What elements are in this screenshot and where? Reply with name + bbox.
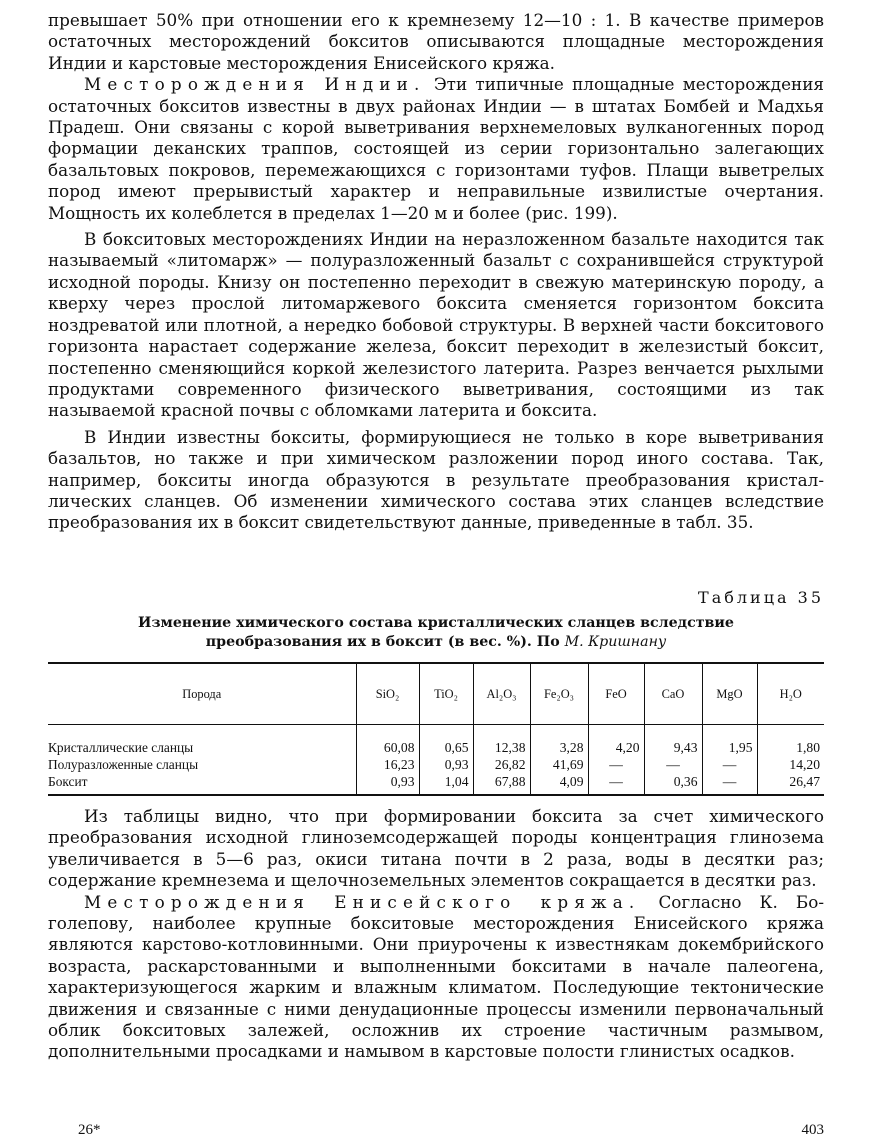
table-cell: 67,88	[473, 773, 530, 795]
col-header-rock: Порода	[48, 663, 356, 725]
table-cell: 16,23	[356, 756, 419, 773]
table-row	[48, 756, 824, 773]
table-cell: 26,47	[757, 773, 824, 795]
paragraph-intro: превышает 50% при отношении его к кремнезему 12—10 : 1. В качестве примеров остаточных месторождений бокситов описываются площадные месторождения Индии и карстовые месторождения Енисейского кряжа.	[48, 10, 824, 73]
signature-mark: 26*	[78, 1122, 101, 1138]
table-cell: 0,65	[419, 725, 473, 757]
table-row	[48, 725, 824, 757]
col-header-sio2: SiO₂	[356, 663, 419, 725]
table-caption-line1: Изменение химического состава кристаллических сланцев вследствие	[138, 615, 734, 631]
table-cell: 9,43	[644, 725, 702, 757]
paragraph-schists: В Индии известны бокситы, формирующиеся не только в коре выветривания базальтов, но также и при химическом разложении пород иного состава. Так, например, бокситы иногда образуются в результате преобразования кристаллических сланцев. Об изменении химического состава этих сланцев вследствие преобразования их в боксит свидетельствуют данные, приведенные в табл. 35.	[48, 426, 824, 533]
col-header-h2o: H₂O	[757, 663, 824, 725]
paragraph-table-conclusion: Из таблицы видно, что при формировании боксита за счет химического преобразования исходной глиноземсодержащей породы концентрация глинозема увеличивается в 5—6 раз, окиси титана почти в 2 раза, воды в десятки раз; содержание кремнезема и щелочноземельных элементов сокращается в десятки раз.	[48, 806, 824, 891]
table-cell: —	[588, 773, 644, 795]
table-cell: 12,38	[473, 725, 530, 757]
table-cell: —	[644, 756, 702, 773]
table-cell: 4,20	[588, 725, 644, 757]
table-cell: 26,82	[473, 756, 530, 773]
paragraph-india	[48, 74, 824, 224]
table-cell: Полуразложенные сланцы	[48, 757, 199, 772]
paragraph-litomarzh: В бокситовых месторождениях Индии на неразложенном базальте находится так называемый «литомарж» — полуразложенный базальт с сохранившейся структурой исходной породы. Книзу он постепенно переходит в свежую материнскую породу, а кверху через прослой литомаржевого боксита сменяется горизонтом боксита ноздреватой или плотной, а нередко бобовой структуры. В верхней части бокситового горизонта нарастает содержание железа, боксит переходит в железистый боксит, постепенно сменяющийся коркой железистого латерита. Разрез венчается рыхлыми продуктами современного физического выветривания, состоящими из так называемой красной почвы с обломками латерита и боксита.	[48, 229, 824, 421]
page	[48, 10, 825, 1138]
col-header-mgo: MgO	[702, 663, 757, 725]
col-header-cao: CaO	[644, 663, 702, 725]
table-cell: 14,20	[757, 756, 824, 773]
table-cell: 1,04	[419, 773, 473, 795]
table-cell: —	[702, 773, 757, 795]
table-cell: 1,95	[702, 725, 757, 757]
col-header-feo: FeO	[588, 663, 644, 725]
bottom-text-block	[48, 806, 824, 1063]
section-heading-yenisei: Месторождения Енисейского кряжа.	[84, 891, 641, 912]
table-header-row	[48, 663, 824, 725]
col-header-fe2o3: Fe₂O₃	[530, 663, 588, 725]
top-text-block	[48, 10, 824, 534]
table-cell: Кристаллические сланцы	[48, 740, 194, 755]
chemical-composition-table	[48, 662, 824, 796]
table-label: Таблица 35	[698, 588, 824, 607]
table-caption	[48, 614, 824, 652]
table-cell: 4,09	[530, 773, 588, 795]
paragraph-yenisei-text: Согласно К. Боголепову, наиболее крупные бокситовые месторождения Енисейского кряжа являются карстово-котловинными. Они приурочены к известнякам докембрийского возраста, раскарстованными и выполненными бокситами в начале палеогена, характеризующегося жарким и влажным климатом. Последующие тектонические движения и связанные с ними денудационные процессы изменили первоначальный облик бокситовых залежей, осложнив их строение частичным размывом, дополнительными просадками и намывом в карстовые полости глинистых осадков.	[48, 891, 824, 1062]
col-header-tio2: TiO₂	[419, 663, 473, 725]
table-cell: 41,69	[530, 756, 588, 773]
section-heading-india: Месторождения Индии.	[84, 74, 426, 95]
table-cell: Боксит	[48, 773, 356, 795]
table-cell: —	[702, 756, 757, 773]
col-header-al2o3: Al₂O₃	[473, 663, 530, 725]
table-cell: 0,93	[356, 773, 419, 795]
table-row	[48, 773, 824, 795]
paragraph-yenisei	[48, 892, 824, 1063]
table-cell: 3,28	[530, 725, 588, 757]
table-caption-author: М. Кришнану	[564, 634, 667, 650]
table-cell: 1,80	[757, 725, 824, 757]
paragraph-india-text: Эти типичные площадные месторождения остаточных бокситов известны в двух районах Индии — в штатах Бомбей и Мадхья Прадеш. Они связаны с корой выветривания верхнемеловых вулканогенных пород формации деканских траппов, состоящей из серии горизонтально залегающих базальтовых покровов, перемежающихся с горизонтами туфов. Плащи выветрелых пород имеют прерывистый характер и неправильные извилистые очертания. Мощность их колеблется в пределах 1—20 м и более (рис. 199).	[48, 74, 825, 223]
table-cell: 60,08	[356, 725, 419, 757]
table-cell: 0,93	[419, 756, 473, 773]
table-cell: 0,36	[644, 773, 702, 795]
page-number: 403	[801, 1122, 824, 1138]
table-cell: —	[588, 756, 644, 773]
table-caption-line2: преобразования их в боксит (в вес. %). По М. Кришнану	[205, 634, 667, 650]
